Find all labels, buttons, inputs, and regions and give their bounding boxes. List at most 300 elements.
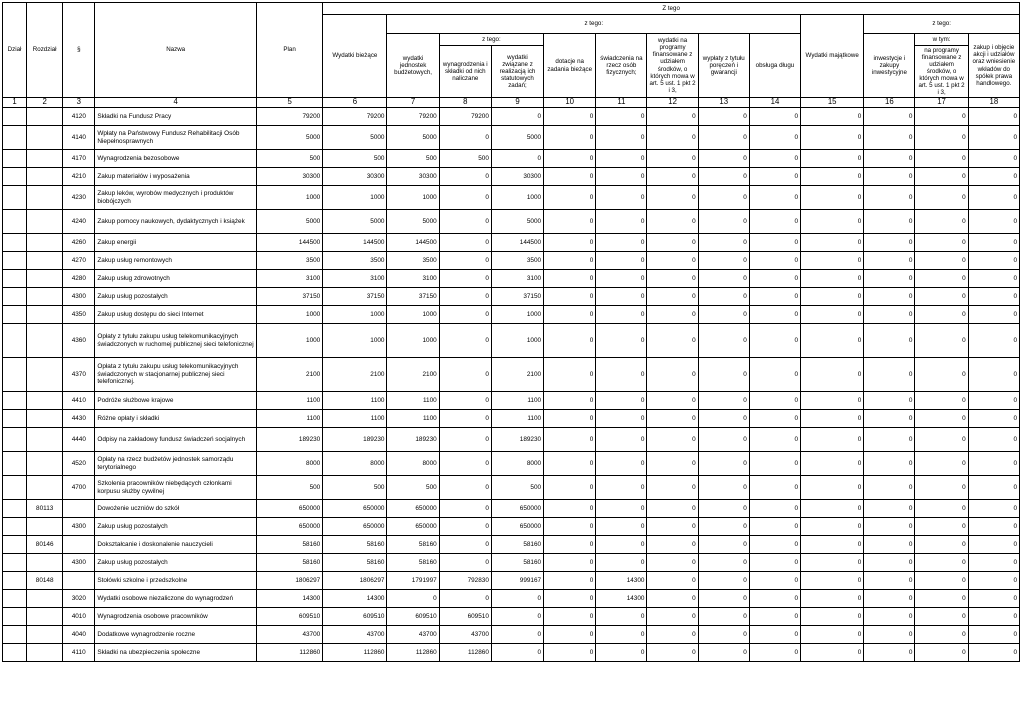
dzial-cell: [3, 572, 27, 590]
value-cell: 0: [915, 590, 968, 608]
value-cell: 0: [801, 500, 864, 518]
value-cell: 0: [968, 572, 1019, 590]
value-cell: 0: [801, 608, 864, 626]
value-cell: 14300: [323, 590, 387, 608]
value-cell: 0: [801, 358, 864, 392]
value-cell: 0: [647, 608, 698, 626]
value-cell: 0: [801, 324, 864, 358]
value-cell: 500: [491, 476, 543, 500]
value-cell: 0: [596, 126, 647, 150]
value-cell: 0: [698, 234, 749, 252]
value-cell: 609510: [387, 608, 439, 626]
value-cell: 1100: [387, 392, 439, 410]
value-cell: 0: [864, 210, 915, 234]
value-cell: 0: [968, 536, 1019, 554]
value-cell: 1100: [491, 392, 543, 410]
value-cell: 0: [596, 210, 647, 234]
value-cell: 0: [749, 210, 800, 234]
nazwa-cell: Opłaty z tytułu zakupu usług telekomunikacyjnych świadczonych w ruchomej publicznej sieci telefonicznej: [95, 324, 257, 358]
table-row: [3, 126, 1020, 150]
value-cell: 0: [864, 500, 915, 518]
value-cell: 1000: [323, 186, 387, 210]
value-cell: 0: [544, 108, 596, 126]
dzial-cell: [3, 392, 27, 410]
value-cell: 0: [544, 626, 596, 644]
header-w-tym: w tym:: [915, 34, 968, 46]
value-cell: 0: [915, 392, 968, 410]
value-cell: 0: [544, 500, 596, 518]
nazwa-cell: Podróże służbowe krajowe: [95, 392, 257, 410]
value-cell: 1100: [387, 410, 439, 428]
value-cell: 0: [698, 626, 749, 644]
value-cell: 0: [439, 210, 491, 234]
value-cell: 0: [801, 644, 864, 662]
paragraf-cell: 4410: [63, 392, 95, 410]
value-cell: 1806297: [323, 572, 387, 590]
nazwa-cell: Zakup usług zdrowotnych: [95, 270, 257, 288]
value-cell: 112860: [439, 644, 491, 662]
value-cell: 0: [647, 500, 698, 518]
value-cell: 0: [801, 410, 864, 428]
dzial-cell: [3, 210, 27, 234]
value-cell: 3500: [323, 252, 387, 270]
value-cell: 1000: [491, 324, 543, 358]
value-cell: 0: [544, 608, 596, 626]
value-cell: 0: [915, 644, 968, 662]
value-cell: 2100: [491, 358, 543, 392]
value-cell: 0: [439, 536, 491, 554]
rozdzial-cell: [27, 590, 63, 608]
value-cell: 0: [596, 270, 647, 288]
table-row: [3, 252, 1020, 270]
value-cell: 0: [864, 452, 915, 476]
table-row: [3, 608, 1020, 626]
value-cell: 0: [698, 392, 749, 410]
value-cell: 0: [915, 210, 968, 234]
value-cell: 0: [647, 536, 698, 554]
value-cell: 3100: [256, 270, 322, 288]
nazwa-cell: Dokształcanie i doskonalenie nauczycieli: [95, 536, 257, 554]
value-cell: 0: [544, 518, 596, 536]
value-cell: 0: [698, 108, 749, 126]
column-number: 3: [63, 98, 95, 108]
value-cell: 0: [544, 324, 596, 358]
value-cell: 58160: [491, 536, 543, 554]
value-cell: 0: [596, 168, 647, 186]
rozdzial-cell: [27, 392, 63, 410]
value-cell: 30300: [387, 168, 439, 186]
paragraf-cell: 4300: [63, 554, 95, 572]
value-cell: 0: [749, 150, 800, 168]
column-number: 7: [387, 98, 439, 108]
value-cell: 0: [968, 252, 1019, 270]
value-cell: 0: [864, 626, 915, 644]
dzial-cell: [3, 476, 27, 500]
rozdzial-cell: [27, 608, 63, 626]
value-cell: 0: [915, 358, 968, 392]
value-cell: 0: [439, 234, 491, 252]
table-row: [3, 168, 1020, 186]
value-cell: 79200: [439, 108, 491, 126]
value-cell: 0: [749, 168, 800, 186]
value-cell: 0: [647, 252, 698, 270]
value-cell: 0: [439, 500, 491, 518]
header-obsluga-dlugu: obsługa długu: [749, 34, 800, 98]
value-cell: 0: [439, 410, 491, 428]
value-cell: 0: [915, 554, 968, 572]
paragraf-cell: 4440: [63, 428, 95, 452]
value-cell: 0: [647, 428, 698, 452]
header-zakup-akcji: zakup i objęcie akcji i udziałów oraz wniesienie wkładów do spółek prawa handlowego.: [968, 34, 1019, 98]
value-cell: 0: [864, 252, 915, 270]
paragraf-cell: 4140: [63, 126, 95, 150]
rozdzial-cell: 80146: [27, 536, 63, 554]
paragraf-cell: 4300: [63, 288, 95, 306]
rozdzial-cell: [27, 554, 63, 572]
dzial-cell: [3, 358, 27, 392]
value-cell: 2100: [323, 358, 387, 392]
paragraf-cell: 4210: [63, 168, 95, 186]
value-cell: 0: [647, 108, 698, 126]
header-programy-majatkowe: na programy finansowane z udziałem środków, o których mowa w art. 5 ust. 1 pkt 2 i 3,: [915, 46, 968, 98]
value-cell: 0: [544, 168, 596, 186]
header-z-tego-top: Z tego: [323, 3, 1020, 15]
value-cell: 0: [749, 518, 800, 536]
value-cell: 0: [968, 428, 1019, 452]
value-cell: 0: [749, 288, 800, 306]
value-cell: 0: [698, 554, 749, 572]
table-row: [3, 536, 1020, 554]
nazwa-cell: Wynagrodzenia osobowe pracowników: [95, 608, 257, 626]
value-cell: 0: [864, 234, 915, 252]
header-wydatki-jednostek: wydatki jednostek budżetowych,: [387, 34, 439, 98]
value-cell: 0: [915, 536, 968, 554]
value-cell: 0: [439, 590, 491, 608]
value-cell: 58160: [323, 554, 387, 572]
value-cell: 609510: [439, 608, 491, 626]
value-cell: 0: [864, 108, 915, 126]
value-cell: 0: [915, 234, 968, 252]
value-cell: 0: [596, 288, 647, 306]
value-cell: 0: [596, 452, 647, 476]
value-cell: 0: [801, 234, 864, 252]
value-cell: 112860: [323, 644, 387, 662]
value-cell: 0: [801, 168, 864, 186]
header-inwestycje: inwestycje i zakupy inwestycyjne: [864, 34, 915, 98]
rozdzial-cell: [27, 252, 63, 270]
value-cell: 0: [647, 476, 698, 500]
header-poreczenia: wypłaty z tytułu poręczeń i gwarancji: [698, 34, 749, 98]
value-cell: 0: [439, 270, 491, 288]
table-row: [3, 306, 1020, 324]
nazwa-cell: Zakup usług remontowych: [95, 252, 257, 270]
value-cell: 650000: [256, 518, 322, 536]
value-cell: 0: [647, 168, 698, 186]
nazwa-cell: Różne opłaty i składki: [95, 410, 257, 428]
value-cell: 8000: [491, 452, 543, 476]
value-cell: 0: [544, 234, 596, 252]
column-number: 13: [698, 98, 749, 108]
value-cell: 37150: [256, 288, 322, 306]
value-cell: 3100: [387, 270, 439, 288]
paragraf-cell: [63, 500, 95, 518]
column-number: 4: [95, 98, 257, 108]
value-cell: 0: [915, 608, 968, 626]
dzial-cell: [3, 452, 27, 476]
value-cell: 0: [596, 358, 647, 392]
value-cell: 0: [698, 288, 749, 306]
value-cell: 0: [968, 452, 1019, 476]
dzial-cell: [3, 428, 27, 452]
value-cell: 609510: [256, 608, 322, 626]
value-cell: 0: [749, 626, 800, 644]
value-cell: 0: [596, 644, 647, 662]
value-cell: 0: [596, 392, 647, 410]
value-cell: 0: [801, 626, 864, 644]
value-cell: 0: [596, 150, 647, 168]
header-dotacje: dotacje na zadania bieżące: [544, 34, 596, 98]
header-nazwa: Nazwa: [95, 3, 257, 98]
value-cell: 0: [544, 590, 596, 608]
value-cell: 0: [439, 324, 491, 358]
value-cell: 0: [544, 644, 596, 662]
value-cell: 43700: [323, 626, 387, 644]
value-cell: 0: [544, 210, 596, 234]
nazwa-cell: Dodatkowe wynagrodzenie roczne: [95, 626, 257, 644]
value-cell: 0: [698, 186, 749, 210]
value-cell: 0: [801, 252, 864, 270]
table-row: [3, 186, 1020, 210]
value-cell: 0: [749, 608, 800, 626]
value-cell: 650000: [387, 500, 439, 518]
value-cell: 0: [749, 644, 800, 662]
budget-table: [2, 2, 1020, 662]
value-cell: 0: [544, 572, 596, 590]
value-cell: 0: [698, 428, 749, 452]
table-row: [3, 626, 1020, 644]
value-cell: 0: [801, 452, 864, 476]
value-cell: 14300: [256, 590, 322, 608]
value-cell: 0: [544, 410, 596, 428]
header-rozdzial: Rozdział: [27, 3, 63, 98]
value-cell: 0: [864, 270, 915, 288]
paragraf-cell: 4360: [63, 324, 95, 358]
value-cell: 0: [491, 608, 543, 626]
dzial-cell: [3, 608, 27, 626]
value-cell: 79200: [387, 108, 439, 126]
value-cell: 0: [596, 306, 647, 324]
value-cell: 0: [596, 626, 647, 644]
value-cell: 0: [698, 210, 749, 234]
column-number-row: [3, 98, 1020, 108]
value-cell: 0: [698, 452, 749, 476]
rozdzial-cell: [27, 644, 63, 662]
value-cell: 0: [801, 428, 864, 452]
value-cell: 0: [698, 410, 749, 428]
value-cell: 0: [647, 270, 698, 288]
value-cell: 650000: [323, 500, 387, 518]
rozdzial-cell: 80113: [27, 500, 63, 518]
value-cell: 0: [596, 554, 647, 572]
header-wydatki-majatkowe: Wydatki majątkowe: [801, 15, 864, 98]
value-cell: 0: [647, 150, 698, 168]
value-cell: 0: [439, 252, 491, 270]
value-cell: 0: [491, 150, 543, 168]
value-cell: 79200: [323, 108, 387, 126]
value-cell: 0: [698, 590, 749, 608]
value-cell: 0: [915, 288, 968, 306]
value-cell: 0: [968, 644, 1019, 662]
value-cell: 0: [968, 288, 1019, 306]
value-cell: 112860: [256, 644, 322, 662]
value-cell: 30300: [256, 168, 322, 186]
value-cell: 0: [647, 234, 698, 252]
value-cell: 0: [544, 306, 596, 324]
header-z-tego-jednostek: z tego:: [439, 34, 543, 46]
dzial-cell: [3, 410, 27, 428]
rozdzial-cell: [27, 358, 63, 392]
value-cell: 1000: [387, 324, 439, 358]
value-cell: 0: [801, 590, 864, 608]
value-cell: 1100: [256, 410, 322, 428]
value-cell: 0: [698, 270, 749, 288]
value-cell: 144500: [491, 234, 543, 252]
header-wydatki-statutowe: wydatki związane z realizacją ich statutowych zadań;: [491, 46, 543, 98]
value-cell: 0: [647, 572, 698, 590]
value-cell: 0: [544, 392, 596, 410]
dzial-cell: [3, 186, 27, 210]
value-cell: 58160: [491, 554, 543, 572]
value-cell: 609510: [323, 608, 387, 626]
value-cell: 144500: [387, 234, 439, 252]
value-cell: 0: [544, 288, 596, 306]
value-cell: 0: [915, 518, 968, 536]
value-cell: 0: [864, 410, 915, 428]
value-cell: 0: [968, 358, 1019, 392]
value-cell: 43700: [387, 626, 439, 644]
column-number: 12: [647, 98, 698, 108]
table-row: [3, 500, 1020, 518]
value-cell: 0: [915, 108, 968, 126]
value-cell: 5000: [256, 210, 322, 234]
value-cell: 0: [698, 150, 749, 168]
table-row: [3, 358, 1020, 392]
value-cell: 0: [439, 392, 491, 410]
value-cell: 0: [596, 108, 647, 126]
rozdzial-cell: [27, 186, 63, 210]
value-cell: 0: [647, 644, 698, 662]
value-cell: 0: [801, 186, 864, 210]
column-number: 8: [439, 98, 491, 108]
value-cell: 0: [915, 428, 968, 452]
value-cell: 0: [801, 554, 864, 572]
nazwa-cell: Składki na Fundusz Pracy: [95, 108, 257, 126]
header-z-tego-majatkowe: z tego:: [864, 15, 1020, 34]
table-row: [3, 644, 1020, 662]
nazwa-cell: Stołówki szkolne i przedszkolne: [95, 572, 257, 590]
table-row: [3, 590, 1020, 608]
value-cell: 0: [698, 572, 749, 590]
value-cell: 37150: [491, 288, 543, 306]
value-cell: 0: [749, 392, 800, 410]
value-cell: 0: [968, 150, 1019, 168]
value-cell: 0: [647, 554, 698, 572]
value-cell: 0: [596, 608, 647, 626]
paragraf-cell: 4120: [63, 108, 95, 126]
value-cell: 0: [801, 270, 864, 288]
value-cell: 0: [698, 644, 749, 662]
column-number: 10: [544, 98, 596, 108]
value-cell: 0: [864, 518, 915, 536]
value-cell: 0: [647, 186, 698, 210]
value-cell: 189230: [491, 428, 543, 452]
table-row: [3, 150, 1020, 168]
value-cell: 0: [439, 126, 491, 150]
paragraf-cell: 4230: [63, 186, 95, 210]
value-cell: 0: [915, 452, 968, 476]
value-cell: 0: [864, 288, 915, 306]
rozdzial-cell: [27, 108, 63, 126]
table-row: [3, 392, 1020, 410]
value-cell: 0: [439, 554, 491, 572]
value-cell: 0: [801, 150, 864, 168]
value-cell: 0: [968, 554, 1019, 572]
value-cell: 0: [801, 108, 864, 126]
column-number: 6: [323, 98, 387, 108]
rozdzial-cell: [27, 270, 63, 288]
value-cell: 0: [915, 476, 968, 500]
table-row: [3, 108, 1020, 126]
nazwa-cell: Opłata z tytułu zakupu usług telekomunikacyjnych świadczonych w stacjonarnej publicznej sieci telefonicznej.: [95, 358, 257, 392]
value-cell: 0: [801, 392, 864, 410]
value-cell: 0: [439, 288, 491, 306]
value-cell: 2100: [256, 358, 322, 392]
value-cell: 1100: [323, 410, 387, 428]
value-cell: 0: [749, 410, 800, 428]
paragraf-cell: 4260: [63, 234, 95, 252]
table-row: [3, 428, 1020, 452]
value-cell: 0: [439, 306, 491, 324]
value-cell: 0: [647, 392, 698, 410]
value-cell: 1000: [323, 324, 387, 358]
value-cell: 0: [596, 536, 647, 554]
value-cell: 0: [544, 186, 596, 210]
value-cell: 0: [439, 428, 491, 452]
value-cell: 2100: [387, 358, 439, 392]
value-cell: 8000: [323, 452, 387, 476]
value-cell: 0: [968, 270, 1019, 288]
value-cell: 500: [439, 150, 491, 168]
column-number: 17: [915, 98, 968, 108]
value-cell: 0: [968, 234, 1019, 252]
column-number: 11: [596, 98, 647, 108]
value-cell: 0: [968, 410, 1019, 428]
rozdzial-cell: [27, 168, 63, 186]
value-cell: 0: [915, 306, 968, 324]
value-cell: 5000: [323, 210, 387, 234]
paragraf-cell: [63, 536, 95, 554]
value-cell: 0: [491, 644, 543, 662]
column-number: 5: [256, 98, 322, 108]
value-cell: 0: [749, 358, 800, 392]
value-cell: 0: [915, 168, 968, 186]
value-cell: 0: [544, 270, 596, 288]
dzial-cell: [3, 270, 27, 288]
paragraf-cell: 3020: [63, 590, 95, 608]
value-cell: 0: [915, 572, 968, 590]
value-cell: 0: [801, 210, 864, 234]
value-cell: 0: [968, 108, 1019, 126]
